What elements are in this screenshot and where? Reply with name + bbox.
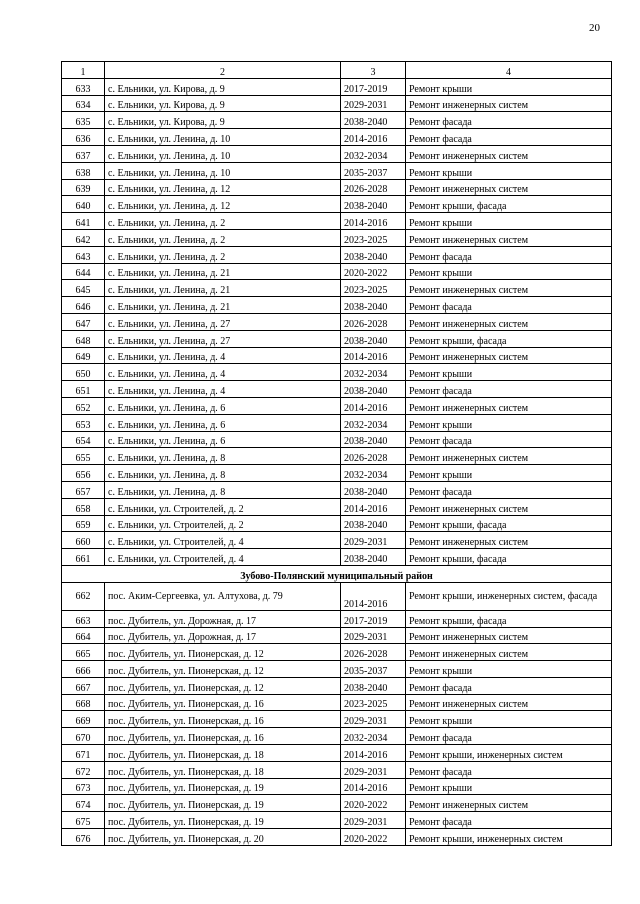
period-cell: 2029-2031 [341,711,406,728]
address-cell: с. Ельники, ул. Ленина, д. 8 [105,481,341,498]
work-type-cell: Ремонт инженерных систем [406,795,612,812]
work-type-cell: Ремонт фасада [406,112,612,129]
period-cell: 2032-2034 [341,465,406,482]
table-row [62,179,612,196]
period-cell: 2023-2025 [341,280,406,297]
period-cell: 2029-2031 [341,532,406,549]
work-type-cell: Ремонт крыши, инженерных систем, фасада [406,582,612,610]
row-number-cell: 638 [62,162,105,179]
column-header-work-type: 4 [406,62,612,79]
period-cell: 2014-2016 [341,498,406,515]
table-row [62,498,612,515]
period-cell: 2035-2037 [341,661,406,678]
work-type-cell: Ремонт фасада [406,812,612,829]
address-cell: с. Ельники, ул. Кирова, д. 9 [105,78,341,95]
address-cell: с. Ельники, ул. Ленина, д. 2 [105,229,341,246]
table-row [62,246,612,263]
address-cell: с. Ельники, ул. Ленина, д. 21 [105,280,341,297]
row-number-cell: 669 [62,711,105,728]
address-cell: с. Ельники, ул. Строителей, д. 4 [105,532,341,549]
period-cell: 2038-2040 [341,431,406,448]
row-number-cell: 664 [62,627,105,644]
work-type-cell: Ремонт инженерных систем [406,448,612,465]
table-row [62,778,612,795]
table-row [62,677,612,694]
work-type-cell: Ремонт крыши [406,414,612,431]
table-row [62,263,612,280]
row-number-cell: 655 [62,448,105,465]
address-cell: с. Ельники, ул. Ленина, д. 4 [105,364,341,381]
work-type-cell: Ремонт фасада [406,481,612,498]
table-row [62,431,612,448]
work-type-cell: Ремонт фасада [406,381,612,398]
table-row [62,381,612,398]
work-type-cell: Ремонт крыши, фасада [406,610,612,627]
table-row [62,414,612,431]
period-cell: 2038-2040 [341,330,406,347]
period-cell: 2038-2040 [341,196,406,213]
table-row [62,465,612,482]
row-number-cell: 648 [62,330,105,347]
table-row [62,330,612,347]
address-cell: с. Ельники, ул. Ленина, д. 10 [105,162,341,179]
work-type-cell: Ремонт инженерных систем [406,532,612,549]
period-cell: 2020-2022 [341,263,406,280]
work-type-cell: Ремонт инженерных систем [406,397,612,414]
address-cell: пос. Дубитель, ул. Пионерская, д. 18 [105,745,341,762]
table-row [62,112,612,129]
row-number-cell: 633 [62,78,105,95]
row-number-cell: 647 [62,313,105,330]
address-cell: с. Ельники, ул. Ленина, д. 27 [105,313,341,330]
work-type-cell: Ремонт крыши [406,162,612,179]
table-row [62,95,612,112]
address-cell: с. Ельники, ул. Ленина, д. 4 [105,381,341,398]
address-cell: пос. Дубитель, ул. Пионерская, д. 19 [105,778,341,795]
work-type-cell: Ремонт крыши, инженерных систем [406,745,612,762]
period-cell: 2014-2016 [341,745,406,762]
table-row [62,145,612,162]
period-cell: 2038-2040 [341,381,406,398]
work-type-cell: Ремонт крыши, фасада [406,196,612,213]
table-row [62,795,612,812]
table-header-row [62,62,612,79]
period-cell: 2032-2034 [341,728,406,745]
period-cell: 2026-2028 [341,448,406,465]
column-header-number: 1 [62,62,105,79]
work-type-cell: Ремонт фасада [406,246,612,263]
address-cell: пос. Дубитель, ул. Пионерская, д. 16 [105,694,341,711]
address-cell: с. Ельники, ул. Кирова, д. 9 [105,112,341,129]
region-title: Зубово-Полянский муниципальный район [62,565,612,582]
row-number-cell: 649 [62,347,105,364]
address-cell: с. Ельники, ул. Ленина, д. 2 [105,213,341,230]
row-number-cell: 642 [62,229,105,246]
table-row [62,129,612,146]
table-row [62,711,612,728]
row-number-cell: 654 [62,431,105,448]
address-cell: с. Ельники, ул. Строителей, д. 2 [105,515,341,532]
period-cell: 2038-2040 [341,481,406,498]
row-number-cell: 675 [62,812,105,829]
row-number-cell: 658 [62,498,105,515]
address-cell: с. Ельники, ул. Ленина, д. 21 [105,297,341,314]
column-header-address: 2 [105,62,341,79]
row-number-cell: 665 [62,644,105,661]
period-cell: 2032-2034 [341,145,406,162]
row-number-cell: 663 [62,610,105,627]
address-cell: с. Ельники, ул. Ленина, д. 21 [105,263,341,280]
table-row [62,661,612,678]
period-cell: 2029-2031 [341,627,406,644]
table-row [62,280,612,297]
table-row [62,313,612,330]
row-number-cell: 644 [62,263,105,280]
address-cell: пос. Дубитель, ул. Пионерская, д. 16 [105,728,341,745]
table-row [62,745,612,762]
address-cell: с. Ельники, ул. Ленина, д. 8 [105,448,341,465]
work-type-cell: Ремонт крыши [406,78,612,95]
row-number-cell: 637 [62,145,105,162]
column-header-period: 3 [341,62,406,79]
region-header-row [62,565,612,582]
work-type-cell: Ремонт фасада [406,431,612,448]
work-type-cell: Ремонт фасада [406,129,612,146]
period-cell: 2020-2022 [341,829,406,846]
table-row [62,347,612,364]
address-cell: с. Ельники, ул. Ленина, д. 6 [105,431,341,448]
table-row [62,297,612,314]
period-cell: 2014-2016 [341,397,406,414]
work-type-cell: Ремонт инженерных систем [406,644,612,661]
period-cell: 2017-2019 [341,610,406,627]
work-type-cell: Ремонт фасада [406,728,612,745]
period-cell: 2038-2040 [341,246,406,263]
repair-schedule-table [61,61,612,846]
work-type-cell: Ремонт инженерных систем [406,313,612,330]
period-cell: 2032-2034 [341,414,406,431]
address-cell: с. Ельники, ул. Строителей, д. 2 [105,498,341,515]
work-type-cell: Ремонт инженерных систем [406,95,612,112]
row-number-cell: 676 [62,829,105,846]
address-cell: с. Ельники, ул. Ленина, д. 4 [105,347,341,364]
address-cell: с. Ельники, ул. Кирова, д. 9 [105,95,341,112]
row-number-cell: 653 [62,414,105,431]
row-number-cell: 671 [62,745,105,762]
work-type-cell: Ремонт инженерных систем [406,229,612,246]
row-number-cell: 668 [62,694,105,711]
table-row [62,78,612,95]
work-type-cell: Ремонт инженерных систем [406,694,612,711]
row-number-cell: 645 [62,280,105,297]
period-cell: 2023-2025 [341,694,406,711]
table-row [62,610,612,627]
work-type-cell: Ремонт фасада [406,297,612,314]
table-row [62,515,612,532]
row-number-cell: 634 [62,95,105,112]
table-row [62,162,612,179]
row-number-cell: 652 [62,397,105,414]
row-number-cell: 660 [62,532,105,549]
work-type-cell: Ремонт фасада [406,761,612,778]
work-type-cell: Ремонт инженерных систем [406,179,612,196]
work-type-cell: Ремонт инженерных систем [406,498,612,515]
period-cell: 2035-2037 [341,162,406,179]
row-number-cell: 643 [62,246,105,263]
address-cell: пос. Дубитель, ул. Пионерская, д. 12 [105,644,341,661]
period-cell: 2020-2022 [341,795,406,812]
row-number-cell: 636 [62,129,105,146]
period-cell: 2032-2034 [341,364,406,381]
table-row [62,481,612,498]
period-cell: 2029-2031 [341,812,406,829]
address-cell: с. Ельники, ул. Ленина, д. 6 [105,397,341,414]
work-type-cell: Ремонт фасада [406,677,612,694]
period-cell: 2014-2016 [341,582,406,610]
work-type-cell: Ремонт крыши, инженерных систем [406,829,612,846]
address-cell: с. Ельники, ул. Ленина, д. 10 [105,129,341,146]
period-cell: 2026-2028 [341,179,406,196]
row-number-cell: 651 [62,381,105,398]
row-number-cell: 641 [62,213,105,230]
address-cell: с. Ельники, ул. Строителей, д. 4 [105,549,341,566]
address-cell: пос. Аким-Сергеевка, ул. Алтухова, д. 79 [105,582,341,610]
row-number-cell: 667 [62,677,105,694]
period-cell: 2038-2040 [341,677,406,694]
row-number-cell: 640 [62,196,105,213]
work-type-cell: Ремонт крыши [406,778,612,795]
address-cell: пос. Дубитель, ул. Пионерская, д. 18 [105,761,341,778]
table-row [62,812,612,829]
row-number-cell: 670 [62,728,105,745]
row-number-cell: 650 [62,364,105,381]
address-cell: пос. Дубитель, ул. Пионерская, д. 16 [105,711,341,728]
table-row [62,627,612,644]
work-type-cell: Ремонт крыши [406,711,612,728]
address-cell: с. Ельники, ул. Ленина, д. 10 [105,145,341,162]
work-type-cell: Ремонт инженерных систем [406,347,612,364]
table-row [62,532,612,549]
table-row [62,549,612,566]
address-cell: пос. Дубитель, ул. Пионерская, д. 19 [105,812,341,829]
table-row [62,213,612,230]
address-cell: с. Ельники, ул. Ленина, д. 2 [105,246,341,263]
work-type-cell: Ремонт крыши, фасада [406,549,612,566]
work-type-cell: Ремонт крыши [406,364,612,381]
work-type-cell: Ремонт крыши, фасада [406,515,612,532]
period-cell: 2023-2025 [341,229,406,246]
address-cell: пос. Дубитель, ул. Пионерская, д. 19 [105,795,341,812]
table-row [62,761,612,778]
address-cell: с. Ельники, ул. Ленина, д. 12 [105,196,341,213]
address-cell: пос. Дубитель, ул. Пионерская, д. 12 [105,677,341,694]
work-type-cell: Ремонт крыши [406,213,612,230]
row-number-cell: 656 [62,465,105,482]
row-number-cell: 639 [62,179,105,196]
period-cell: 2014-2016 [341,213,406,230]
row-number-cell: 666 [62,661,105,678]
address-cell: пос. Дубитель, ул. Дорожная, д. 17 [105,610,341,627]
table-body [62,62,612,846]
period-cell: 2038-2040 [341,515,406,532]
work-type-cell: Ремонт инженерных систем [406,627,612,644]
period-cell: 2029-2031 [341,761,406,778]
period-cell: 2038-2040 [341,297,406,314]
period-cell: 2026-2028 [341,644,406,661]
row-number-cell: 674 [62,795,105,812]
period-cell: 2026-2028 [341,313,406,330]
address-cell: пос. Дубитель, ул. Дорожная, д. 17 [105,627,341,644]
period-cell: 2014-2016 [341,347,406,364]
page-number: 20 [589,22,600,34]
address-cell: пос. Дубитель, ул. Пионерская, д. 12 [105,661,341,678]
table-row [62,196,612,213]
table-row [62,229,612,246]
row-number-cell: 661 [62,549,105,566]
address-cell: с. Ельники, ул. Ленина, д. 6 [105,414,341,431]
work-type-cell: Ремонт крыши, фасада [406,330,612,347]
work-type-cell: Ремонт инженерных систем [406,145,612,162]
period-cell: 2038-2040 [341,112,406,129]
address-cell: пос. Дубитель, ул. Пионерская, д. 20 [105,829,341,846]
table-row [62,728,612,745]
row-number-cell: 635 [62,112,105,129]
table-row [62,694,612,711]
work-type-cell: Ремонт крыши [406,465,612,482]
row-number-cell: 673 [62,778,105,795]
table-row [62,364,612,381]
row-number-cell: 662 [62,582,105,610]
row-number-cell: 659 [62,515,105,532]
address-cell: с. Ельники, ул. Ленина, д. 27 [105,330,341,347]
table-row [62,397,612,414]
table-row [62,448,612,465]
work-type-cell: Ремонт крыши [406,661,612,678]
work-type-cell: Ремонт крыши [406,263,612,280]
address-cell: с. Ельники, ул. Ленина, д. 8 [105,465,341,482]
row-number-cell: 672 [62,761,105,778]
period-cell: 2017-2019 [341,78,406,95]
period-cell: 2014-2016 [341,778,406,795]
address-cell: с. Ельники, ул. Ленина, д. 12 [105,179,341,196]
period-cell: 2029-2031 [341,95,406,112]
period-cell: 2014-2016 [341,129,406,146]
table-row [62,582,612,610]
period-cell: 2038-2040 [341,549,406,566]
work-type-cell: Ремонт инженерных систем [406,280,612,297]
row-number-cell: 646 [62,297,105,314]
row-number-cell: 657 [62,481,105,498]
table-row [62,829,612,846]
table-row [62,644,612,661]
